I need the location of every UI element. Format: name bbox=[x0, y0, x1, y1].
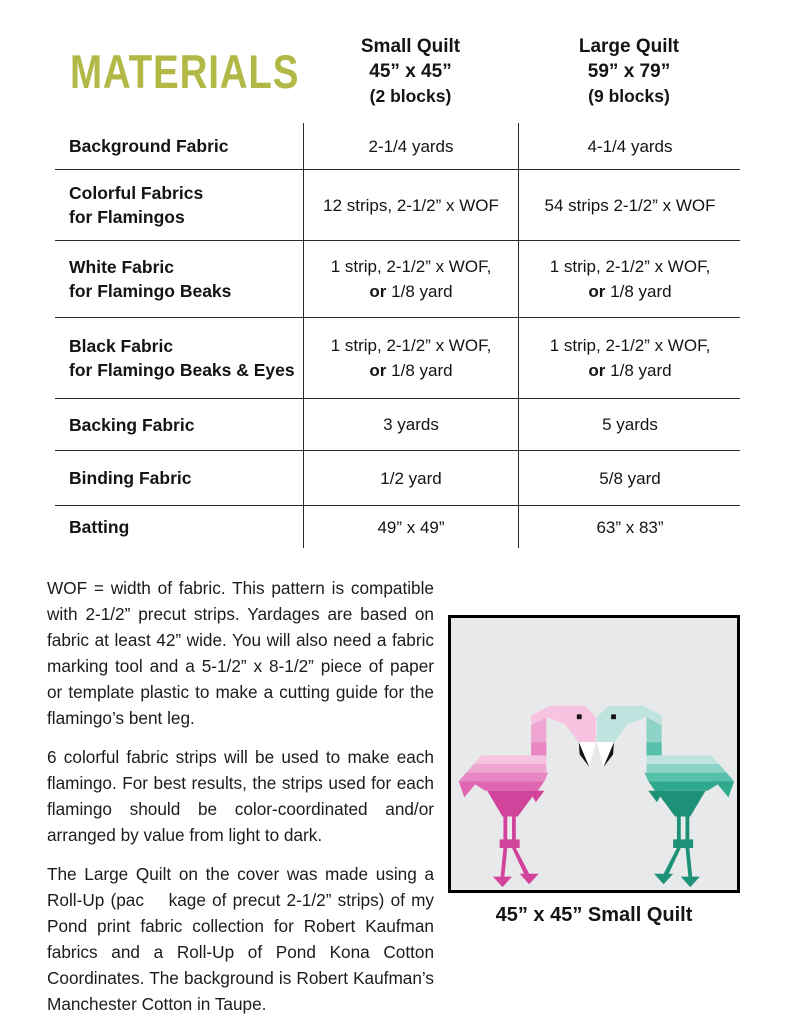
small-quilt-value: 12 strips, 2-1/2” x WOF bbox=[303, 170, 518, 240]
table-row bbox=[55, 399, 740, 451]
row-label: Backing Fabric bbox=[69, 414, 195, 435]
quilt-background bbox=[451, 618, 737, 890]
small-quilt-value: 2-1/4 yards bbox=[303, 123, 518, 169]
large-quilt-size: 59” x 79” bbox=[587, 61, 671, 82]
table-row bbox=[55, 241, 740, 318]
table-row bbox=[55, 318, 740, 399]
page-title: MATERIALS bbox=[69, 45, 300, 98]
row-label: Background Fabric bbox=[69, 136, 229, 156]
note-strips: 6 colorful fabric strips will be used to make each flamingo. For best results, the strips used for each flamingo should be color-coordinated and/or arranged by value from light to dark. bbox=[47, 747, 434, 845]
small-quilt-value: 3 yards bbox=[303, 399, 518, 450]
row-label: Colorful Fabrics for Flamingos bbox=[69, 183, 204, 227]
small-quilt-value: 1 strip, 2-1/2” x WOF, or 1/8 yard bbox=[303, 241, 518, 317]
large-quilt-value: 54 strips 2-1/2” x WOF bbox=[518, 170, 741, 240]
column-header-large-quilt bbox=[518, 34, 740, 109]
large-quilt-blocks: (9 blocks) bbox=[588, 86, 670, 106]
figure-caption: 45” x 45” Small Quilt bbox=[495, 904, 693, 926]
materials-table bbox=[55, 123, 740, 548]
quilt-figure bbox=[448, 615, 740, 1030]
large-quilt-value: 4-1/4 yards bbox=[518, 123, 741, 169]
row-label: Black Fabric for Flamingo Beaks & Eyes bbox=[69, 336, 295, 380]
small-quilt-value: 49” x 49” bbox=[303, 506, 518, 548]
row-label: Binding Fabric bbox=[69, 468, 192, 488]
table-row bbox=[55, 170, 740, 241]
column-header-small-quilt bbox=[303, 34, 518, 109]
table-row bbox=[55, 506, 740, 548]
note-cover-quilt: The Large Quilt on the cover was made using a Roll-Up (pac kage of precut 2-1/2” strips) of my Pond print fabric collection for Robert Kaufman fabrics and a Roll-Up of Pond Kona Cotton Coordinates. The background is Robert Kaufman’s Manchester Cotton in Taupe. bbox=[47, 864, 434, 1014]
large-quilt-name: Large Quilt bbox=[578, 36, 680, 57]
small-quilt-value: 1/2 yard bbox=[303, 451, 518, 505]
small-quilt-name: Small Quilt bbox=[360, 36, 461, 57]
large-quilt-value: 5 yards bbox=[518, 399, 741, 450]
large-quilt-value: 1 strip, 2-1/2” x WOF, or 1/8 yard bbox=[518, 318, 741, 398]
table-row bbox=[55, 451, 740, 506]
small-quilt-preview-image bbox=[448, 615, 740, 893]
small-quilt-size: 45” x 45” bbox=[369, 61, 452, 82]
lower-section bbox=[47, 575, 740, 1030]
large-quilt-value: 5/8 yard bbox=[518, 451, 741, 505]
table-row bbox=[55, 123, 740, 170]
notes-column bbox=[47, 575, 434, 1030]
page-header bbox=[47, 34, 740, 109]
note-wof: WOF = width of fabric. This pattern is compatible with 2-1/2” precut strips. Yardages are based on fabric at least 42” wide. You will also need a fabric marking tool and a 5-1/2” x 8-1/2” piece of paper or template plastic to make a cutting guide for the flamingo’s bent leg. bbox=[47, 578, 434, 728]
large-quilt-value: 63” x 83” bbox=[518, 506, 741, 548]
small-quilt-value: 1 strip, 2-1/2” x WOF, or 1/8 yard bbox=[303, 318, 518, 398]
large-quilt-value: 1 strip, 2-1/2” x WOF, or 1/8 yard bbox=[518, 241, 741, 317]
row-label: Batting bbox=[69, 517, 130, 537]
small-quilt-blocks: (2 blocks) bbox=[369, 86, 452, 106]
row-label: White Fabric for Flamingo Beaks bbox=[69, 257, 232, 301]
